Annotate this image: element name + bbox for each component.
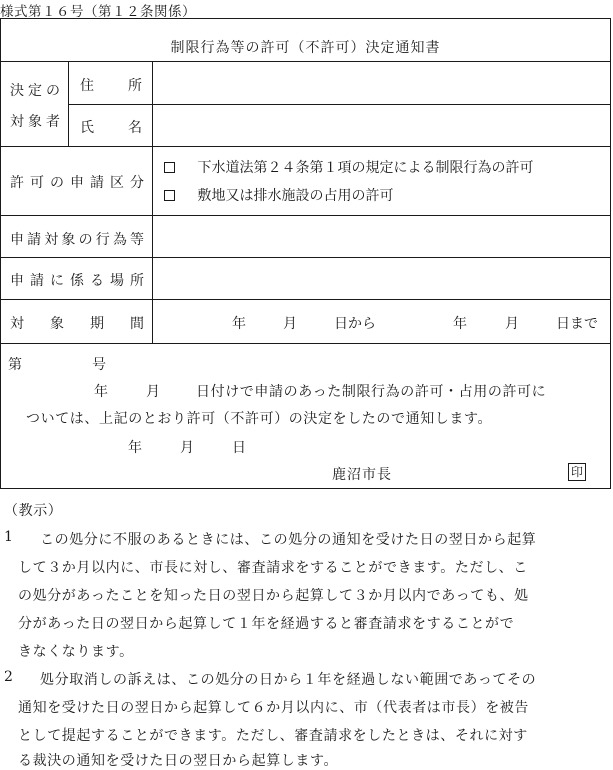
instruction-line: の処分があったことを知った日の翌日から起算して３か月以内であっても、処 <box>18 588 529 604</box>
notice-number-go: 号 <box>92 357 106 373</box>
instruction-line: 分があった日の翌日から起算して１年を経過すると審査請求をすることがで <box>18 616 515 632</box>
row-divider <box>68 104 611 105</box>
instruction-line: して３か月以内に、市長に対し、審査請求をすることができます。ただし、こ <box>18 560 528 576</box>
row-divider <box>0 61 611 62</box>
checkbox-icon[interactable] <box>164 190 175 201</box>
category-option-label: 下水道法第２４条第１項の規定による制限行為の許可 <box>197 160 534 176</box>
period-from-year: 年 <box>232 316 246 332</box>
period-to-month: 月 <box>505 316 519 332</box>
instructions-heading: （教示） <box>4 503 63 519</box>
application-place-label: 申請に係る場所 <box>10 273 144 289</box>
instruction-number: 1 <box>4 529 14 545</box>
application-category-label: 許可の申請区分 <box>10 175 144 191</box>
notice-number-dai: 第 <box>8 357 22 373</box>
name-label: 氏名 <box>80 120 142 136</box>
target-person-label-line1: 決定の <box>10 83 60 99</box>
notice-date-day: 日 <box>232 440 246 456</box>
target-person-label-line2: 対象者 <box>10 114 60 130</box>
instruction-line: 処分取消しの訴えは、この処分の日から１年を経過しない範囲であってその <box>40 672 537 688</box>
period-from-month: 月 <box>283 316 297 332</box>
instruction-line: この処分に不服のあるときには、この処分の通知を受けた日の翌日から起算 <box>40 532 537 548</box>
notice-date-year: 年 <box>128 440 142 456</box>
applied-act-label: 申請対象の行為等 <box>10 232 144 248</box>
instruction-line: として提起することができます。ただし、審査請求をしたときは、それに対す <box>18 728 528 744</box>
name-field[interactable] <box>162 117 602 137</box>
row-divider <box>0 215 611 216</box>
seal-label: 印 <box>568 463 586 481</box>
instruction-line: る裁決の通知を受けた日の翌日から起算します。 <box>18 753 339 769</box>
instruction-number: 2 <box>4 669 14 685</box>
row-divider <box>0 257 611 258</box>
applied-act-field[interactable] <box>162 229 602 249</box>
application-place-field[interactable] <box>162 270 602 290</box>
notice-line1-month: 月 <box>146 384 160 400</box>
issuer-mayor: 鹿沼市長 <box>332 467 392 483</box>
category-option-label: 敷地又は排水施設の占用の許可 <box>197 188 394 204</box>
form-title: 制限行為等の許可（不許可）決定通知書 <box>170 40 441 56</box>
form-number-heading: 様式第１６号（第１２条関係） <box>0 4 196 20</box>
notice-line1-text: 日付けで申請のあった制限行為の許可・占用の許可に <box>196 384 547 400</box>
instruction-line: きなくなります。 <box>18 644 134 660</box>
period-to-year: 年 <box>453 316 467 332</box>
notice-date-month: 月 <box>180 440 194 456</box>
instruction-line: 通知を受けた日の翌日から起算して６か月以内に、市（代表者は市長）を被告 <box>18 700 529 716</box>
period-to-day: 日まで <box>556 316 598 332</box>
row-divider <box>0 146 611 147</box>
address-label: 住所 <box>80 78 142 94</box>
row-divider <box>0 299 611 300</box>
col-divider <box>68 61 69 146</box>
period-from-day: 日から <box>334 316 376 332</box>
category-option-occupancy[interactable] <box>164 185 393 205</box>
notice-line2-text: ついては、上記のとおり許可（不許可）の決定をしたので通知します。 <box>26 411 493 427</box>
checkbox-icon[interactable] <box>164 162 175 173</box>
col-divider <box>152 61 153 343</box>
target-period-label: 対象期間 <box>10 316 144 332</box>
category-option-sewer-act[interactable] <box>164 157 533 177</box>
seal-mark <box>568 463 586 481</box>
notice-line1-year: 年 <box>94 384 108 400</box>
address-field[interactable] <box>162 75 602 95</box>
row-divider <box>0 343 611 344</box>
